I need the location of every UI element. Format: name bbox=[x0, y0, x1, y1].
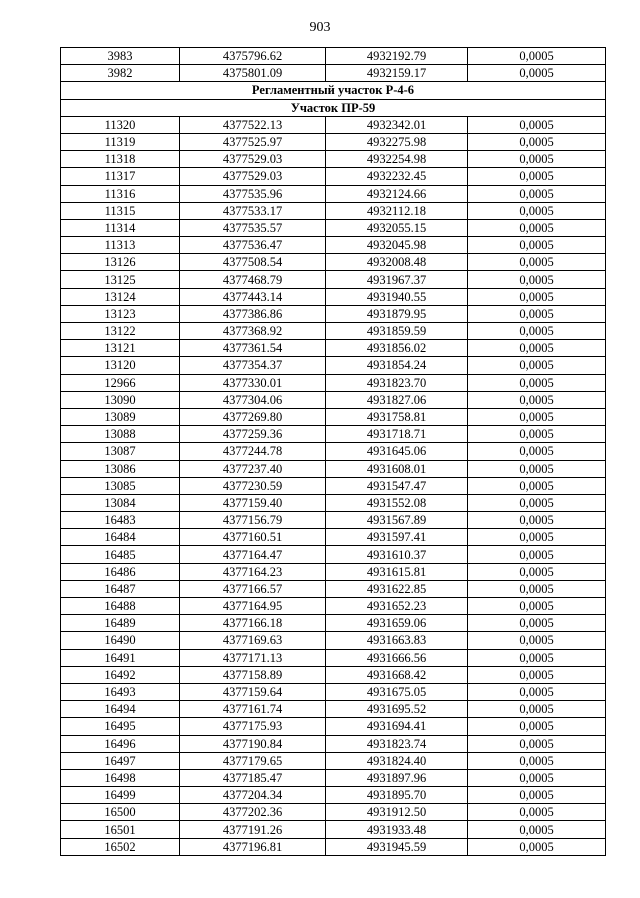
point-number-cell: 11314 bbox=[61, 219, 180, 236]
table-row bbox=[61, 666, 606, 683]
x-coordinate-cell: 4377230.59 bbox=[180, 477, 326, 494]
point-number-cell: 12966 bbox=[61, 374, 180, 391]
point-number-cell: 16492 bbox=[61, 666, 180, 683]
table-row bbox=[61, 752, 606, 769]
accuracy-cell: 0,0005 bbox=[468, 615, 606, 632]
accuracy-cell: 0,0005 bbox=[468, 426, 606, 443]
x-coordinate-cell: 4377171.13 bbox=[180, 649, 326, 666]
table-row bbox=[61, 408, 606, 425]
accuracy-cell: 0,0005 bbox=[468, 769, 606, 786]
point-number-cell: 13123 bbox=[61, 305, 180, 322]
table-row bbox=[61, 426, 606, 443]
table-row bbox=[61, 202, 606, 219]
x-coordinate-cell: 4377237.40 bbox=[180, 460, 326, 477]
x-coordinate-cell: 4377191.26 bbox=[180, 821, 326, 838]
y-coordinate-cell: 4932112.18 bbox=[326, 202, 468, 219]
table-row bbox=[61, 271, 606, 288]
point-number-cell: 16491 bbox=[61, 649, 180, 666]
x-coordinate-cell: 4377196.81 bbox=[180, 838, 326, 855]
y-coordinate-cell: 4931758.81 bbox=[326, 408, 468, 425]
y-coordinate-cell: 4931945.59 bbox=[326, 838, 468, 855]
point-number-cell: 16489 bbox=[61, 615, 180, 632]
accuracy-cell: 0,0005 bbox=[468, 494, 606, 511]
y-coordinate-cell: 4931668.42 bbox=[326, 666, 468, 683]
y-coordinate-cell: 4931663.83 bbox=[326, 632, 468, 649]
x-coordinate-cell: 4377159.64 bbox=[180, 683, 326, 700]
x-coordinate-cell: 4377161.74 bbox=[180, 701, 326, 718]
y-coordinate-cell: 4931615.81 bbox=[326, 563, 468, 580]
point-number-cell: 13085 bbox=[61, 477, 180, 494]
point-number-cell: 16488 bbox=[61, 598, 180, 615]
x-coordinate-cell: 4377522.13 bbox=[180, 116, 326, 133]
y-coordinate-cell: 4931823.70 bbox=[326, 374, 468, 391]
accuracy-cell: 0,0005 bbox=[468, 357, 606, 374]
x-coordinate-cell: 4377508.54 bbox=[180, 254, 326, 271]
point-number-cell: 13124 bbox=[61, 288, 180, 305]
point-number-cell: 16494 bbox=[61, 701, 180, 718]
page-number: 903 bbox=[309, 20, 331, 35]
table-row bbox=[61, 443, 606, 460]
x-coordinate-cell: 4377204.34 bbox=[180, 787, 326, 804]
accuracy-cell: 0,0005 bbox=[468, 202, 606, 219]
point-number-cell: 3982 bbox=[61, 65, 180, 82]
table-row bbox=[61, 787, 606, 804]
section-header-row bbox=[61, 82, 606, 99]
y-coordinate-cell: 4932159.17 bbox=[326, 65, 468, 82]
accuracy-cell: 0,0005 bbox=[468, 546, 606, 563]
y-coordinate-cell: 4931859.59 bbox=[326, 323, 468, 340]
x-coordinate-cell: 4377185.47 bbox=[180, 769, 326, 786]
x-coordinate-cell: 4377533.17 bbox=[180, 202, 326, 219]
accuracy-cell: 0,0005 bbox=[468, 116, 606, 133]
table-row bbox=[61, 821, 606, 838]
table-row bbox=[61, 133, 606, 150]
y-coordinate-cell: 4931895.70 bbox=[326, 787, 468, 804]
table-row bbox=[61, 254, 606, 271]
accuracy-cell: 0,0005 bbox=[468, 598, 606, 615]
point-number-cell: 16484 bbox=[61, 529, 180, 546]
table-row bbox=[61, 323, 606, 340]
accuracy-cell: 0,0005 bbox=[468, 168, 606, 185]
x-coordinate-cell: 4377529.03 bbox=[180, 168, 326, 185]
x-coordinate-cell: 4377354.37 bbox=[180, 357, 326, 374]
y-coordinate-cell: 4932254.98 bbox=[326, 151, 468, 168]
accuracy-cell: 0,0005 bbox=[468, 237, 606, 254]
table-row bbox=[61, 546, 606, 563]
point-number-cell: 16502 bbox=[61, 838, 180, 855]
point-number-cell: 11313 bbox=[61, 237, 180, 254]
table-row bbox=[61, 237, 606, 254]
accuracy-cell: 0,0005 bbox=[468, 48, 606, 65]
table-row bbox=[61, 460, 606, 477]
point-number-cell: 16485 bbox=[61, 546, 180, 563]
point-number-cell: 13090 bbox=[61, 391, 180, 408]
x-coordinate-cell: 4377190.84 bbox=[180, 735, 326, 752]
accuracy-cell: 0,0005 bbox=[468, 443, 606, 460]
y-coordinate-cell: 4931940.55 bbox=[326, 288, 468, 305]
y-coordinate-cell: 4931718.71 bbox=[326, 426, 468, 443]
y-coordinate-cell: 4932275.98 bbox=[326, 133, 468, 150]
y-coordinate-cell: 4931610.37 bbox=[326, 546, 468, 563]
y-coordinate-cell: 4931652.23 bbox=[326, 598, 468, 615]
table-row bbox=[61, 632, 606, 649]
accuracy-cell: 0,0005 bbox=[468, 323, 606, 340]
accuracy-cell: 0,0005 bbox=[468, 65, 606, 82]
x-coordinate-cell: 4375796.62 bbox=[180, 48, 326, 65]
x-coordinate-cell: 4375801.09 bbox=[180, 65, 326, 82]
accuracy-cell: 0,0005 bbox=[468, 271, 606, 288]
y-coordinate-cell: 4931675.05 bbox=[326, 683, 468, 700]
y-coordinate-cell: 4931694.41 bbox=[326, 718, 468, 735]
accuracy-cell: 0,0005 bbox=[468, 477, 606, 494]
point-number-cell: 13122 bbox=[61, 323, 180, 340]
accuracy-cell: 0,0005 bbox=[468, 460, 606, 477]
y-coordinate-cell: 4931912.50 bbox=[326, 804, 468, 821]
table-row bbox=[61, 219, 606, 236]
y-coordinate-cell: 4931933.48 bbox=[326, 821, 468, 838]
x-coordinate-cell: 4377525.97 bbox=[180, 133, 326, 150]
point-number-cell: 16493 bbox=[61, 683, 180, 700]
accuracy-cell: 0,0005 bbox=[468, 133, 606, 150]
y-coordinate-cell: 4931567.89 bbox=[326, 512, 468, 529]
table-row bbox=[61, 735, 606, 752]
accuracy-cell: 0,0005 bbox=[468, 649, 606, 666]
section-header: Участок ПР-59 bbox=[61, 99, 606, 116]
point-number-cell: 16498 bbox=[61, 769, 180, 786]
table-row bbox=[61, 168, 606, 185]
section-header-row bbox=[61, 99, 606, 116]
point-number-cell: 11319 bbox=[61, 133, 180, 150]
y-coordinate-cell: 4932232.45 bbox=[326, 168, 468, 185]
accuracy-cell: 0,0005 bbox=[468, 683, 606, 700]
accuracy-cell: 0,0005 bbox=[468, 821, 606, 838]
accuracy-cell: 0,0005 bbox=[468, 374, 606, 391]
coordinates-table bbox=[60, 47, 606, 856]
table-row bbox=[61, 65, 606, 82]
point-number-cell: 16500 bbox=[61, 804, 180, 821]
point-number-cell: 13121 bbox=[61, 340, 180, 357]
table-row bbox=[61, 391, 606, 408]
accuracy-cell: 0,0005 bbox=[468, 219, 606, 236]
y-coordinate-cell: 4932192.79 bbox=[326, 48, 468, 65]
accuracy-cell: 0,0005 bbox=[468, 151, 606, 168]
table-row bbox=[61, 598, 606, 615]
accuracy-cell: 0,0005 bbox=[468, 804, 606, 821]
y-coordinate-cell: 4931552.08 bbox=[326, 494, 468, 511]
table-row bbox=[61, 374, 606, 391]
point-number-cell: 16495 bbox=[61, 718, 180, 735]
point-number-cell: 13125 bbox=[61, 271, 180, 288]
table-row bbox=[61, 48, 606, 65]
table-row bbox=[61, 357, 606, 374]
table-row bbox=[61, 512, 606, 529]
table-row bbox=[61, 615, 606, 632]
y-coordinate-cell: 4931823.74 bbox=[326, 735, 468, 752]
x-coordinate-cell: 4377529.03 bbox=[180, 151, 326, 168]
accuracy-cell: 0,0005 bbox=[468, 752, 606, 769]
point-number-cell: 16501 bbox=[61, 821, 180, 838]
coordinates-table-body bbox=[61, 48, 606, 856]
x-coordinate-cell: 4377330.01 bbox=[180, 374, 326, 391]
x-coordinate-cell: 4377386.86 bbox=[180, 305, 326, 322]
accuracy-cell: 0,0005 bbox=[468, 512, 606, 529]
table-row bbox=[61, 340, 606, 357]
y-coordinate-cell: 4931622.85 bbox=[326, 580, 468, 597]
point-number-cell: 13089 bbox=[61, 408, 180, 425]
table-row bbox=[61, 305, 606, 322]
table-row bbox=[61, 529, 606, 546]
point-number-cell: 16486 bbox=[61, 563, 180, 580]
y-coordinate-cell: 4932008.48 bbox=[326, 254, 468, 271]
table-row bbox=[61, 769, 606, 786]
y-coordinate-cell: 4932342.01 bbox=[326, 116, 468, 133]
accuracy-cell: 0,0005 bbox=[468, 254, 606, 271]
table-row bbox=[61, 288, 606, 305]
x-coordinate-cell: 4377159.40 bbox=[180, 494, 326, 511]
point-number-cell: 16487 bbox=[61, 580, 180, 597]
y-coordinate-cell: 4932124.66 bbox=[326, 185, 468, 202]
x-coordinate-cell: 4377368.92 bbox=[180, 323, 326, 340]
y-coordinate-cell: 4931827.06 bbox=[326, 391, 468, 408]
y-coordinate-cell: 4931897.96 bbox=[326, 769, 468, 786]
y-coordinate-cell: 4931645.06 bbox=[326, 443, 468, 460]
x-coordinate-cell: 4377468.79 bbox=[180, 271, 326, 288]
accuracy-cell: 0,0005 bbox=[468, 391, 606, 408]
accuracy-cell: 0,0005 bbox=[468, 185, 606, 202]
x-coordinate-cell: 4377259.36 bbox=[180, 426, 326, 443]
section-header: Регламентный участок Р-4-6 bbox=[61, 82, 606, 99]
x-coordinate-cell: 4377169.63 bbox=[180, 632, 326, 649]
x-coordinate-cell: 4377536.47 bbox=[180, 237, 326, 254]
point-number-cell: 16499 bbox=[61, 787, 180, 804]
accuracy-cell: 0,0005 bbox=[468, 701, 606, 718]
point-number-cell: 11320 bbox=[61, 116, 180, 133]
x-coordinate-cell: 4377361.54 bbox=[180, 340, 326, 357]
x-coordinate-cell: 4377160.51 bbox=[180, 529, 326, 546]
x-coordinate-cell: 4377164.95 bbox=[180, 598, 326, 615]
point-number-cell: 11316 bbox=[61, 185, 180, 202]
x-coordinate-cell: 4377166.18 bbox=[180, 615, 326, 632]
point-number-cell: 11317 bbox=[61, 168, 180, 185]
point-number-cell: 16497 bbox=[61, 752, 180, 769]
table-row bbox=[61, 838, 606, 855]
table-row bbox=[61, 116, 606, 133]
x-coordinate-cell: 4377535.57 bbox=[180, 219, 326, 236]
x-coordinate-cell: 4377175.93 bbox=[180, 718, 326, 735]
table-row bbox=[61, 718, 606, 735]
point-number-cell: 16483 bbox=[61, 512, 180, 529]
accuracy-cell: 0,0005 bbox=[468, 632, 606, 649]
table-row bbox=[61, 683, 606, 700]
y-coordinate-cell: 4931666.56 bbox=[326, 649, 468, 666]
accuracy-cell: 0,0005 bbox=[468, 787, 606, 804]
x-coordinate-cell: 4377443.14 bbox=[180, 288, 326, 305]
x-coordinate-cell: 4377156.79 bbox=[180, 512, 326, 529]
accuracy-cell: 0,0005 bbox=[468, 580, 606, 597]
point-number-cell: 13088 bbox=[61, 426, 180, 443]
point-number-cell: 11318 bbox=[61, 151, 180, 168]
x-coordinate-cell: 4377158.89 bbox=[180, 666, 326, 683]
table-row bbox=[61, 151, 606, 168]
x-coordinate-cell: 4377179.65 bbox=[180, 752, 326, 769]
y-coordinate-cell: 4931597.41 bbox=[326, 529, 468, 546]
table-row bbox=[61, 701, 606, 718]
point-number-cell: 13126 bbox=[61, 254, 180, 271]
y-coordinate-cell: 4931879.95 bbox=[326, 305, 468, 322]
table-row bbox=[61, 649, 606, 666]
x-coordinate-cell: 4377244.78 bbox=[180, 443, 326, 460]
y-coordinate-cell: 4931547.47 bbox=[326, 477, 468, 494]
y-coordinate-cell: 4931608.01 bbox=[326, 460, 468, 477]
y-coordinate-cell: 4931824.40 bbox=[326, 752, 468, 769]
accuracy-cell: 0,0005 bbox=[468, 288, 606, 305]
accuracy-cell: 0,0005 bbox=[468, 718, 606, 735]
table-row bbox=[61, 477, 606, 494]
accuracy-cell: 0,0005 bbox=[468, 340, 606, 357]
accuracy-cell: 0,0005 bbox=[468, 408, 606, 425]
point-number-cell: 11315 bbox=[61, 202, 180, 219]
table-row bbox=[61, 580, 606, 597]
y-coordinate-cell: 4931854.24 bbox=[326, 357, 468, 374]
accuracy-cell: 0,0005 bbox=[468, 305, 606, 322]
y-coordinate-cell: 4931695.52 bbox=[326, 701, 468, 718]
accuracy-cell: 0,0005 bbox=[468, 529, 606, 546]
accuracy-cell: 0,0005 bbox=[468, 666, 606, 683]
accuracy-cell: 0,0005 bbox=[468, 838, 606, 855]
point-number-cell: 16496 bbox=[61, 735, 180, 752]
table-row bbox=[61, 563, 606, 580]
y-coordinate-cell: 4932055.15 bbox=[326, 219, 468, 236]
x-coordinate-cell: 4377202.36 bbox=[180, 804, 326, 821]
point-number-cell: 13120 bbox=[61, 357, 180, 374]
point-number-cell: 16490 bbox=[61, 632, 180, 649]
table-row bbox=[61, 494, 606, 511]
x-coordinate-cell: 4377304.06 bbox=[180, 391, 326, 408]
y-coordinate-cell: 4931856.02 bbox=[326, 340, 468, 357]
accuracy-cell: 0,0005 bbox=[468, 563, 606, 580]
y-coordinate-cell: 4931967.37 bbox=[326, 271, 468, 288]
table-row bbox=[61, 185, 606, 202]
point-number-cell: 13084 bbox=[61, 494, 180, 511]
x-coordinate-cell: 4377164.47 bbox=[180, 546, 326, 563]
point-number-cell: 13087 bbox=[61, 443, 180, 460]
accuracy-cell: 0,0005 bbox=[468, 735, 606, 752]
y-coordinate-cell: 4932045.98 bbox=[326, 237, 468, 254]
point-number-cell: 13086 bbox=[61, 460, 180, 477]
x-coordinate-cell: 4377269.80 bbox=[180, 408, 326, 425]
x-coordinate-cell: 4377166.57 bbox=[180, 580, 326, 597]
point-number-cell: 3983 bbox=[61, 48, 180, 65]
y-coordinate-cell: 4931659.06 bbox=[326, 615, 468, 632]
table-row bbox=[61, 804, 606, 821]
x-coordinate-cell: 4377535.96 bbox=[180, 185, 326, 202]
x-coordinate-cell: 4377164.23 bbox=[180, 563, 326, 580]
